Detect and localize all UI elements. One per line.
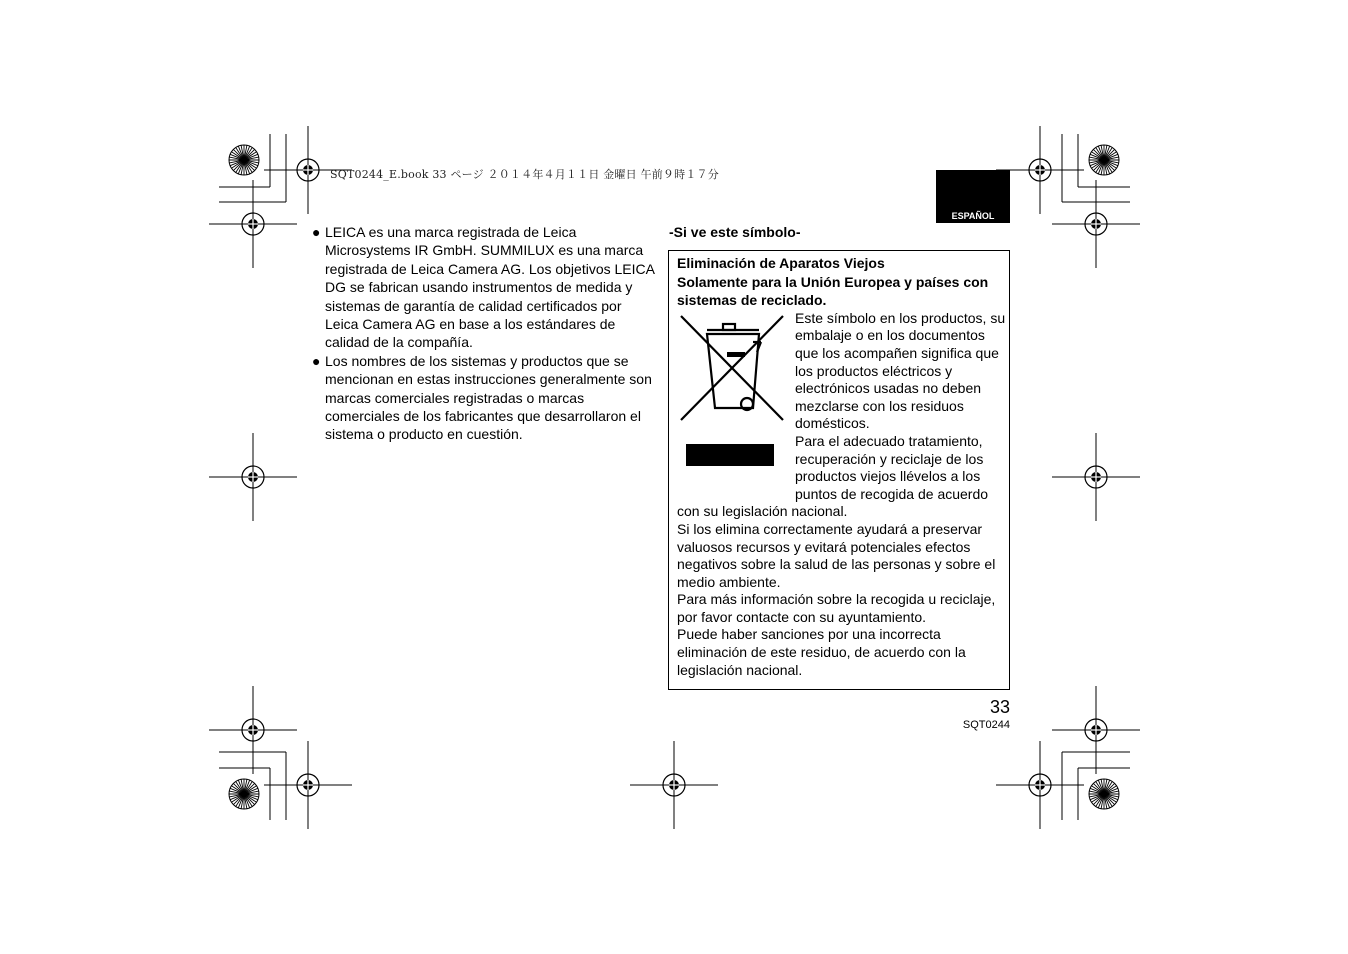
crossed-out-wheelie-bin-icon: [677, 312, 795, 496]
disposal-info-box: [668, 250, 1010, 690]
box-paragraph: Para el adecuado tratamiento, recuperación y reciclaje de los productos viejos llévelos a los puntos de recogida de acuerdo con su legislación nacional.: [677, 432, 989, 520]
registration-mark-icon: [630, 741, 718, 829]
list-item: [312, 223, 657, 352]
bullet-icon: ●: [312, 352, 321, 369]
model-code: SQT0244: [962, 719, 1010, 731]
box-paragraph: Si los elimina correctamente ayudará a preservar valuosos recursos y evitará potenciales efectos negativos sobre la salud de las personas y sobre el medio ambiente.: [677, 520, 996, 590]
registration-mark-icon: [264, 741, 352, 829]
list-item: [312, 352, 657, 444]
bullet-icon: ●: [312, 224, 321, 240]
registration-mark-icon: [209, 180, 297, 268]
trademark-notes: [312, 223, 657, 444]
section-heading: -Si ve este símbolo-: [669, 224, 801, 240]
registration-mark-icon: [1052, 433, 1140, 521]
registration-mark-icon: [996, 741, 1084, 829]
star-target-icon: [229, 145, 259, 175]
box-paragraph: Este símbolo en los productos, su embalaje o en los documentos que los acompañen significa que los productos eléctricos y electrónicos usadas no deben mezclarse con los residuos domésticos.: [795, 309, 1006, 432]
box-subtitle: Solamente para la Unión Europea y países con sistemas de reciclado.: [677, 273, 989, 309]
box-paragraph: Para más información sobre la recogida u reciclaje, por favor contacte con su ayuntamiento.: [677, 591, 996, 625]
registration-mark-icon: [1052, 686, 1140, 774]
trademark-note-general: Los nombres de los sistemas y productos que se mencionan en estas instrucciones generalmente son marcas comerciales registradas o marcas comerciales de los fabricantes que desarrollaron el sistema o producto en cuestión.: [325, 352, 652, 443]
trademark-note-leica: LEICA es una marca registrada de Leica Microsystems IR GmbH. SUMMILUX es una marca registrada de Leica Camera AG. Los objetivos LEICA DG se fabrican usando instrumentos de medida y sistemas de garantía de calidad certificados por Leica Camera AG en base a los estándares de calidad de la compañía.: [325, 224, 655, 351]
star-target-icon: [1089, 779, 1119, 809]
language-tab: [936, 170, 1010, 223]
page-number: 33: [989, 697, 1010, 717]
box-paragraph: Puede haber sanciones por una incorrecta eliminación de este residuo, de acuerdo con la legislación nacional.: [677, 626, 966, 678]
star-target-icon: [229, 779, 259, 809]
language-tab-label: ESPAÑOL: [951, 211, 995, 221]
registration-mark-icon: [209, 686, 297, 774]
print-header-line: SQT0244_E.book 33 ページ ２０１４年４月１１日 金曜日 午前９時１７分: [330, 168, 719, 181]
box-title: Eliminación de Aparatos Viejos: [677, 255, 885, 271]
registration-mark-icon: [209, 433, 297, 521]
registration-mark-icon: [1052, 180, 1140, 268]
star-target-icon: [1089, 145, 1119, 175]
